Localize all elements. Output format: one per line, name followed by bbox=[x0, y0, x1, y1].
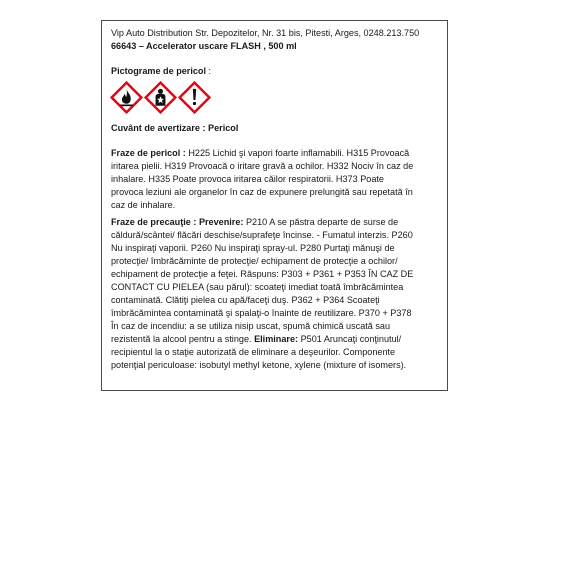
precaution-line: potenţial periculoase: isobutyl methyl ketone, xylene (mixture of isomers). bbox=[111, 360, 407, 370]
hazard-line: inhalare. H335 Poate provoca iritarea căilor respiratorii. H373 Poate bbox=[111, 174, 384, 184]
precaution-line-elimination bbox=[111, 333, 439, 346]
spacer bbox=[111, 135, 447, 147]
precaution-line: CONTACT CU PIELEA (sau părul): scoateţi imediat toată îmbrăcămintea bbox=[111, 282, 404, 292]
elimination-label: Eliminare: bbox=[254, 334, 299, 344]
precaution-text: P210 A se păstra departe de surse de bbox=[245, 217, 399, 227]
pictogram-row bbox=[110, 81, 447, 114]
precaution-text: P501 Aruncaţi conţinutul/ bbox=[300, 334, 402, 344]
precaution-label: Fraze de precauţie : bbox=[111, 217, 197, 227]
hazard-line: caz de inhalare. bbox=[111, 200, 176, 210]
precaution-line: recipientul la o staţie autorizată de eliminare a deşeurilor. Componente bbox=[111, 347, 396, 357]
precaution-line: Nu inspiraţi vaporii. P260 Nu inspiraţi spray-ul. P280 Purtaţi mănuşi de bbox=[111, 243, 395, 253]
spacer bbox=[111, 114, 447, 122]
precaution-line: căldură/scântei/ flăcări deschise/suprafeţe încinse. - Fumatul interzis. P260 bbox=[111, 230, 413, 240]
pictograms-label: Pictograme de pericol bbox=[111, 66, 207, 76]
precaution-line: În caz de incendiu: a se utiliza nisip uscat, spumă chimică uscată sau bbox=[111, 321, 391, 331]
signal-word: Cuvânt de avertizare : Pericol bbox=[111, 123, 239, 133]
company-line: Vip Auto Distribution Str. Depozitelor, Nr. 31 bis, Pitesti, Arges, 0248.213.750 bbox=[111, 28, 420, 38]
flame-pictogram-icon bbox=[110, 81, 143, 114]
health-hazard-icon bbox=[144, 81, 177, 114]
hazard-statements bbox=[111, 147, 439, 212]
spacer bbox=[111, 53, 447, 65]
precaution-line: contaminată. Clătiţi pielea cu apă/faceţi duş. P362 + P364 Scoateţi bbox=[111, 295, 380, 305]
exclamation-icon bbox=[178, 81, 211, 114]
product-label bbox=[101, 20, 448, 391]
precaution-line: echipament de protecţie a feţei. Răspuns: P303 + P361 + P353 ÎN CAZ DE bbox=[111, 269, 414, 279]
hazard-line-1 bbox=[111, 147, 439, 160]
hazard-line: provoca leziuni ale organelor în caz de expunere prelungită sau repetată în bbox=[111, 187, 413, 197]
hazard-label: Fraze de pericol : bbox=[111, 148, 186, 158]
precaution-text: rezistentă la alcool pentru a stinge. bbox=[111, 334, 252, 344]
hazard-text: H225 Lichid şi vapori foarte inflamabili. H315 Provoacă bbox=[188, 148, 410, 158]
hazard-line: iritarea pielii. H319 Provoacă o iritare gravă a ochilor. H332 Nociv în caz de bbox=[111, 161, 414, 171]
precautionary-statements bbox=[111, 216, 439, 372]
precaution-line-1 bbox=[111, 216, 439, 229]
prevention-label: Prevenire: bbox=[198, 217, 244, 227]
precaution-line: protecţie/ îmbrăcăminte de protecţie/ echipament de protecţie a ochilor/ bbox=[111, 256, 398, 266]
product-line: 66643 – Accelerator uscare FLASH , 500 ml bbox=[111, 41, 297, 51]
precaution-line: îmbrăcămintea contaminată şi spalaţi-o înainte de reutilizare. P370 + P378 bbox=[111, 308, 412, 318]
pictograms-heading bbox=[111, 65, 447, 78]
pictograms-colon: : bbox=[206, 66, 212, 76]
